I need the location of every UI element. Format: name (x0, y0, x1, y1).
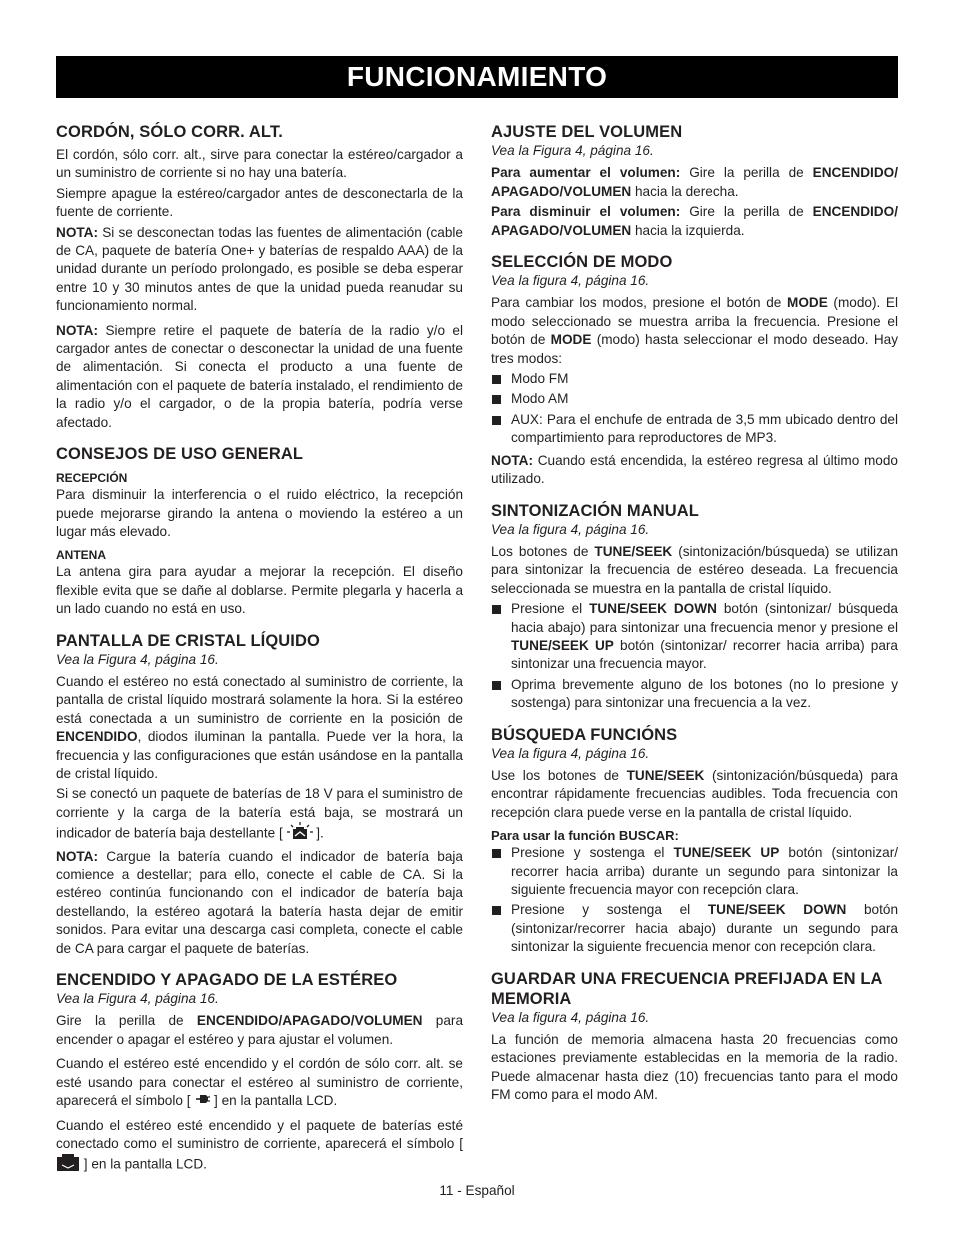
figure-reference: Vea la figura 4, página 16. (491, 1009, 650, 1025)
subheading: RECEPCIÓN (56, 471, 128, 486)
paragraph: Gire la perilla de ENCENDIDO/APAGADO/VOLUMEN para encender o apagar el estéreo y para ajustar el volumen. (56, 1013, 464, 1047)
paragraph: Cuando el estéreo esté encendido y el cordón de sólo corr. alt. se esté usando para conectar el estéreo al suministro de corriente, aparecerá el símbolo [ ] en la pantalla LCD. (56, 1055, 463, 1110)
list-item: Presione el TUNE/SEEK DOWN botón (sintonizar/ búsqueda hacia abajo) para sintonizar una frecuencia menor y presione el TUNE/SEEK UP botón (sintonizar/ recorrer hacia arriba) para sintonizar una frecuencia mayor. (491, 600, 898, 674)
tuning-list (491, 600, 898, 712)
battery-icon (56, 1153, 80, 1176)
list-item: AUX: Para el enchufe de entrada de 3,5 mm ubicado dentro del compartimiento para reproductores de MP3. (491, 411, 898, 448)
section-heading: BÚSQUEDA FUNCIÓNS (491, 725, 678, 744)
bullet-square-icon (492, 681, 501, 690)
paragraph: Siempre apague la estéreo/cargador antes de desconectarla de la fuente de corriente. (56, 185, 463, 220)
right-column (491, 122, 898, 1107)
note: NOTA: Siempre retire el paquete de batería de la radio y/o el cargador antes de conectar o desconectar la unidad de una fuente de alimentación. Si conecta el producto a una fuente de alimentación con el paquete de batería instalado, el rendimiento de la radio y/o el cargador, o de la propia batería, podría verse afectado. (56, 322, 463, 430)
bullet-square-icon (492, 395, 501, 404)
list-item: Presione y sostenga el TUNE/SEEK DOWN botón (sintonizar/recorrer hacia abajo) durante un segundo para sintonizar la siguiente frecuencia menor con recepción clara. (491, 901, 898, 956)
section-encendido (56, 970, 463, 1177)
paragraph: Si se conectó un paquete de baterías de 18 V para el suministro de corriente y la carga de la batería está baja, se mostrará un indicador de batería baja destellante [ ]. (56, 785, 463, 845)
section-heading: AJUSTE DEL VOLUMEN (491, 123, 683, 141)
page-title: FUNCIONAMIENTO (346, 61, 608, 92)
figure-reference: Vea la figura 4, página 16. (491, 273, 650, 289)
figure-reference: Vea la Figura 4, página 16. (56, 651, 219, 667)
figure-reference: Vea la Figura 4, página 16. (56, 991, 219, 1007)
section-heading: ENCENDIDO Y APAGADO DE LA ESTÉREO (56, 971, 398, 990)
section-heading: SELECCIÓN DE MODO (491, 253, 673, 272)
section-consejos (56, 444, 463, 618)
section-heading: GUARDAR UNA FRECUENCIA PREFIJADA EN LA MEMORIA (491, 969, 882, 1008)
figure-reference: Vea la Figura 4, página 16. (491, 143, 654, 158)
list-item: Modo AM (491, 390, 898, 408)
section-heading: CONSEJOS DE USO GENERAL (56, 445, 304, 464)
paragraph: La función de memoria almacena hasta 20 frecuencias como estaciones previamente establecidas en la memoria de la radio. Puede almacenar hasta diez (10) frecuencias tanto para el modo FM como para el modo AM. (491, 1032, 898, 1103)
bullet-square-icon (492, 375, 501, 384)
paragraph: Para cambiar los modos, presione el botón de MODE (modo). El modo seleccionado se muestra arriba la frecuencia. Presione el botón de MODE (modo) hasta seleccionar el modo deseado. Hay tres modos: (491, 295, 898, 366)
list-item: Presione y sostenga el TUNE/SEEK UP botón (sintonizar/ recorrer hacia arriba) durante un segundo para sintonizar la siguiente frecuencia mayor con recepción clara. (491, 844, 898, 899)
section-cordon (56, 122, 463, 432)
page-number: 11 - Español (439, 1183, 515, 1198)
bullet-square-icon (492, 605, 501, 614)
section-sintonizacion (491, 501, 898, 713)
section-banner (56, 56, 898, 98)
paragraph: Los botones de TUNE/SEEK (sintonización/búsqueda) se utilizan para sintonizar la frecuencia de estéreo deseada. La frecuencia seleccionada se muestra en la pantalla de cristal líquido. (491, 543, 899, 596)
section-memoria (491, 969, 898, 1105)
seek-list (491, 844, 898, 956)
paragraph: Cuando el estéreo no está conectado al suministro de corriente, la pantalla de cristal líquido mostrará solamente la hora. Si la estéreo está conectada a un suministro de corriente en la posición de ENCENDIDO, diodos iluminan la pantalla. Puede ver la hora, la frecuencia y las configuraciones que están usándose en la pantalla de cristal líquido. (56, 673, 463, 781)
bullet-square-icon (492, 906, 501, 915)
paragraph: Para disminuir el volumen: Gire la perilla de ENCENDIDO/ APAGADO/VOLUMEN hacia la izquierda. (491, 204, 898, 238)
bullet-square-icon (492, 416, 501, 425)
left-column (56, 122, 463, 1179)
paragraph: Cuando el estéreo esté encendido y el paquete de baterías esté conectado como el suministro de corriente, aparecerá el símbolo [ ] en la pantalla LCD. (56, 1117, 463, 1177)
low-battery-flashing-icon (287, 822, 313, 845)
section-heading: PANTALLA DE CRISTAL LÍQUIDO (56, 631, 320, 650)
mode-list (491, 370, 898, 448)
bullet-square-icon (492, 849, 501, 858)
paragraph: Use los botones de TUNE/SEEK (sintonización/búsqueda) para encontrar rápidamente frecuencias audibles. Toda frecuencia con recepción clara puede verse en la pantalla de cristal líquido. (491, 767, 898, 820)
paragraph: Para aumentar el volumen: Gire la perilla de ENCENDIDO/ APAGADO/VOLUMEN hacia la derecha. (491, 165, 898, 199)
paragraph: Para disminuir la interferencia o el ruido eléctrico, la recepción puede mejorarse girando la antena o moviendo la estéreo a un lugar más elevado. (56, 487, 463, 539)
section-pantalla (56, 631, 463, 959)
paragraph: El cordón, sólo corr. alt., sirve para conectar la estéreo/cargador a un suministro de corriente si no hay una batería. (56, 147, 463, 181)
ac-plug-icon (194, 1092, 210, 1110)
figure-reference: Vea la figura 4, página 16. (491, 521, 650, 537)
section-heading: CORDÓN, SÓLO CORR. ALT. (56, 123, 283, 141)
section-modo (491, 252, 898, 488)
section-volumen (491, 122, 898, 240)
section-heading: SINTONIZACIÓN MANUAL (491, 501, 699, 520)
subheading: Para usar la función BUSCAR: (491, 828, 679, 844)
note: NOTA: Si se desconectan todas las fuentes de alimentación (cable de CA, paquete de batería One+ y baterías de respaldo AAA) de la unidad durante un período prolongado, es posible se deba esperar entre 10 y 30 minutos antes de que la unidad pueda reanudar su funcionamiento normal. (56, 224, 463, 314)
figure-reference: Vea la figura 4, página 16. (491, 745, 650, 761)
note: NOTA: Cargue la batería cuando el indicador de batería baja comience a destellar; para ello, conecte el cable de CA. Si la estéreo continúa funcionando con el indicador de batería baja destellando, la estéreo agotará la batería hasta dejar de emitir sonidos. Para evitar una descarga casi completa, conecte el cable de CA para cargar el paquete de baterías. (56, 848, 463, 956)
list-item: Modo FM (491, 370, 898, 388)
note: NOTA: Cuando está encendida, la estéreo regresa al último modo utilizado. (491, 452, 898, 487)
section-busqueda (491, 725, 898, 957)
subheading: ANTENA (56, 548, 106, 563)
paragraph: La antena gira para ayudar a mejorar la recepción. El diseño flexible evita que se dañe al doblarse. Permite plegarla y hacerla a un lado cuando no está en uso. (56, 564, 463, 617)
list-item: Oprima brevemente alguno de los botones (no lo presione y sostenga) para sintonizar una frecuencia a la vez. (491, 676, 898, 713)
